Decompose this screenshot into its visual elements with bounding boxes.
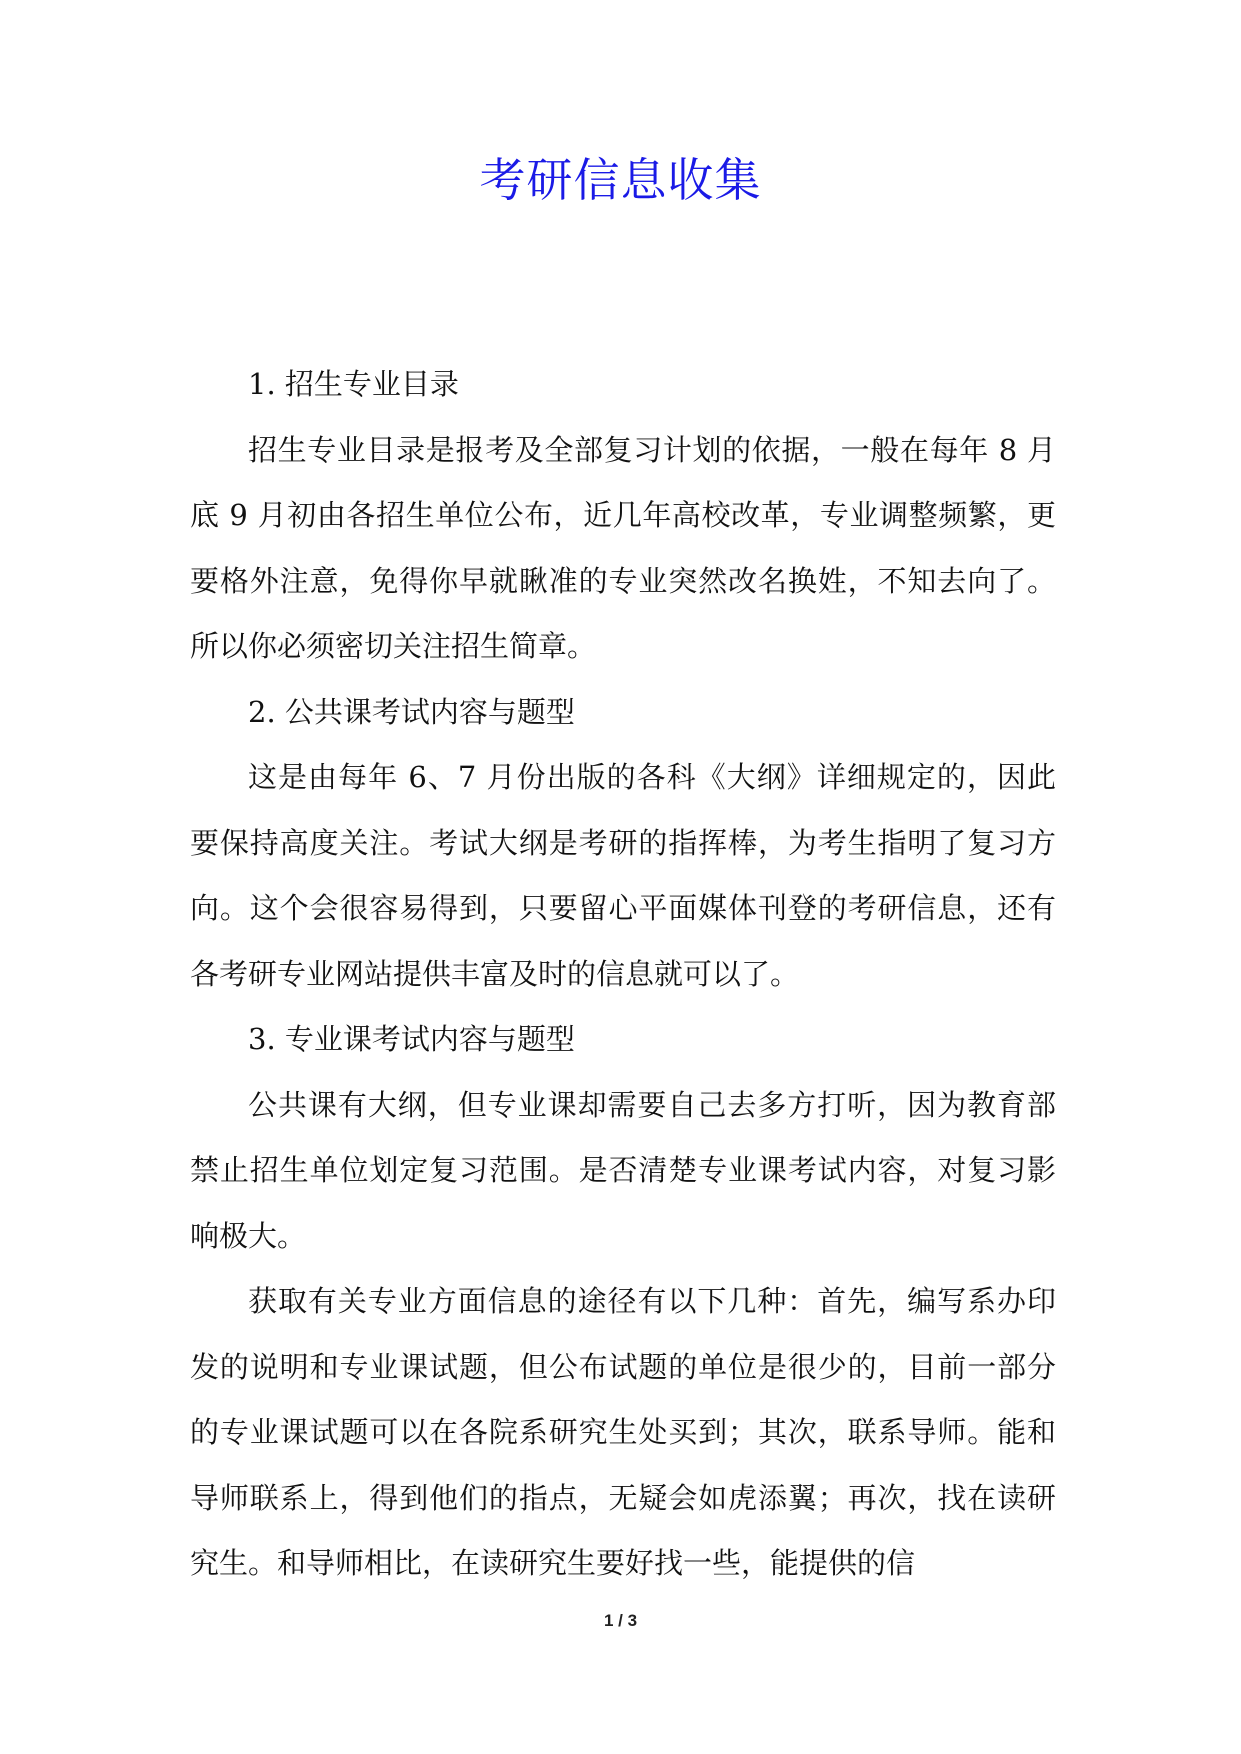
heading-major-course-exam: 3. 专业课考试内容与题型 xyxy=(248,1022,575,1056)
heading-public-course-exam: 2. 公共课考试内容与题型 xyxy=(248,694,575,729)
paragraph-info-channels: 获取有关专业方面信息的途径有以下几种：首先，编写系办印发的说明和专业课试题，但公布试题的单位是很少的，目前一部分的专业课试题可以在各院系研究生处买到；其次，联系导师。能和导师联系上，得到他们的指点，无疑会如虎添翼；再次，找在读研究生。和导师相比，在读研究生要好找一些，能提供的信 xyxy=(190,1284,1056,1580)
document-title: 考研信息收集 xyxy=(479,153,762,207)
document-body xyxy=(190,352,1056,1597)
paragraph-major-course-exam: 公共课有大纲，但专业课却需要自己去多方打听，因为教育部禁止招生单位划定复习范围。是否清楚专业课考试内容，对复习影响极大。 xyxy=(190,1087,1056,1253)
paragraph-enrollment-catalog: 招生专业目录是报考及全部复习计划的依据，一般在每年 8 月底 9 月初由各招生单位公布，近几年高校改革，专业调整频繁，更要格外注意，免得你早就瞅准的专业突然改名换姓，不知去向了。所以你必须密切关注招生简章。 xyxy=(190,432,1056,663)
paragraph-public-course-exam: 这是由每年 6、7 月份出版的各科《大纲》详细规定的，因此要保持高度关注。考试大纲是考研的指挥棒，为考生指明了复习方向。这个会很容易得到，只要留心平面媒体刊登的考研信息，还有各考研专业网站提供丰富及时的信息就可以了。 xyxy=(190,760,1056,991)
heading-enrollment-catalog: 1. 招生专业目录 xyxy=(248,367,459,401)
page-number: 1 / 3 xyxy=(603,1611,638,1630)
